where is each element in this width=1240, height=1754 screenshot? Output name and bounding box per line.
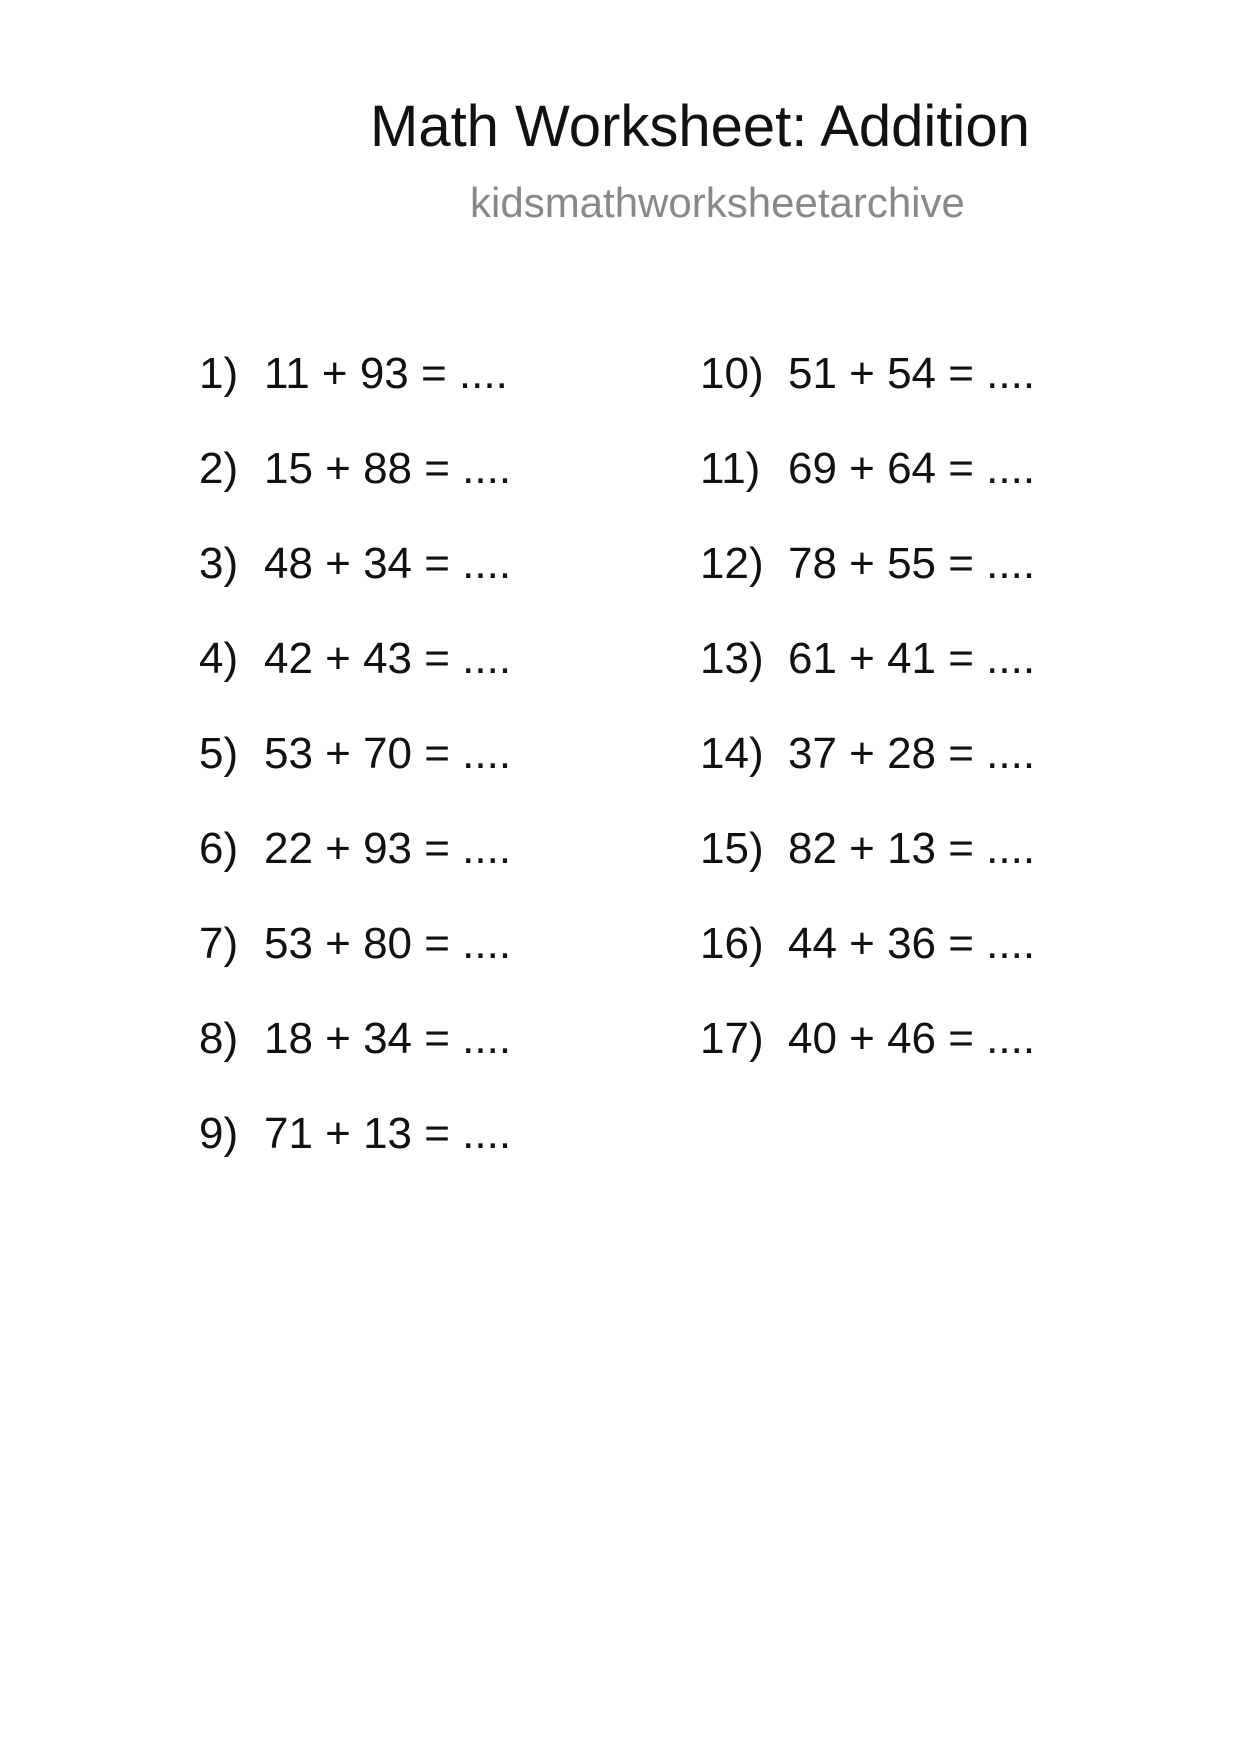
problem-item [700, 349, 1036, 447]
problem-expression: 61 + 41 = .... [788, 634, 1036, 683]
left-column [199, 349, 512, 1207]
worksheet-subtitle: kidsmathworksheetarchive [470, 179, 965, 226]
problem-number: 1) [199, 349, 239, 398]
problem-number: 8) [199, 1014, 239, 1063]
problem-number: 17) [700, 1014, 764, 1063]
problem-number: 16) [700, 919, 764, 968]
right-column [700, 349, 1036, 1112]
problem-number: 13) [700, 634, 764, 683]
problem-expression: 37 + 28 = .... [788, 729, 1036, 778]
problem-expression: 53 + 80 = .... [264, 919, 512, 968]
problem-number: 4) [199, 634, 239, 683]
problem-number: 2) [199, 444, 239, 493]
problem-item [700, 729, 1036, 827]
problem-expression: 48 + 34 = .... [264, 539, 512, 588]
problem-expression: 15 + 88 = .... [264, 444, 512, 493]
problem-item [199, 729, 512, 827]
worksheet-title: Math Worksheet: Addition [370, 94, 1030, 159]
problem-number: 6) [199, 824, 239, 873]
problem-item [700, 444, 1036, 542]
problem-item [199, 1014, 512, 1112]
problem-expression: 69 + 64 = .... [788, 444, 1036, 493]
problem-number: 12) [700, 539, 764, 588]
problem-item [199, 349, 511, 447]
problem-item [199, 444, 512, 542]
problem-number: 7) [199, 919, 239, 968]
problem-item [199, 824, 512, 922]
problem-expression: 44 + 36 = .... [788, 919, 1036, 968]
problem-expression: 82 + 13 = .... [788, 824, 1036, 873]
problem-item [700, 634, 1036, 732]
problem-number: 3) [199, 539, 239, 588]
problem-item [700, 1014, 1036, 1112]
problem-expression: 22 + 93 = .... [264, 824, 512, 873]
problem-expression: 78 + 55 = .... [788, 539, 1036, 588]
problem-expression: 53 + 70 = .... [264, 729, 512, 778]
problem-number: 10) [700, 349, 764, 398]
problem-item [199, 539, 512, 637]
problem-expression: 11 + 93 = .... [264, 349, 508, 398]
problem-item [199, 634, 512, 732]
problem-expression: 71 + 13 = .... [264, 1109, 512, 1158]
problem-expression: 18 + 34 = .... [264, 1014, 512, 1063]
problem-item [199, 919, 512, 1017]
problem-expression: 51 + 54 = .... [788, 349, 1036, 398]
problem-item [700, 824, 1036, 922]
problem-number: 11) [700, 444, 761, 493]
problem-number: 9) [199, 1109, 239, 1158]
problem-item [199, 1109, 512, 1207]
problem-expression: 42 + 43 = .... [264, 634, 512, 683]
problem-item [700, 919, 1036, 1017]
problem-number: 14) [700, 729, 764, 778]
problem-number: 5) [199, 729, 239, 778]
problem-expression: 40 + 46 = .... [788, 1014, 1036, 1063]
problem-number: 15) [700, 824, 764, 873]
problem-item [700, 539, 1036, 637]
